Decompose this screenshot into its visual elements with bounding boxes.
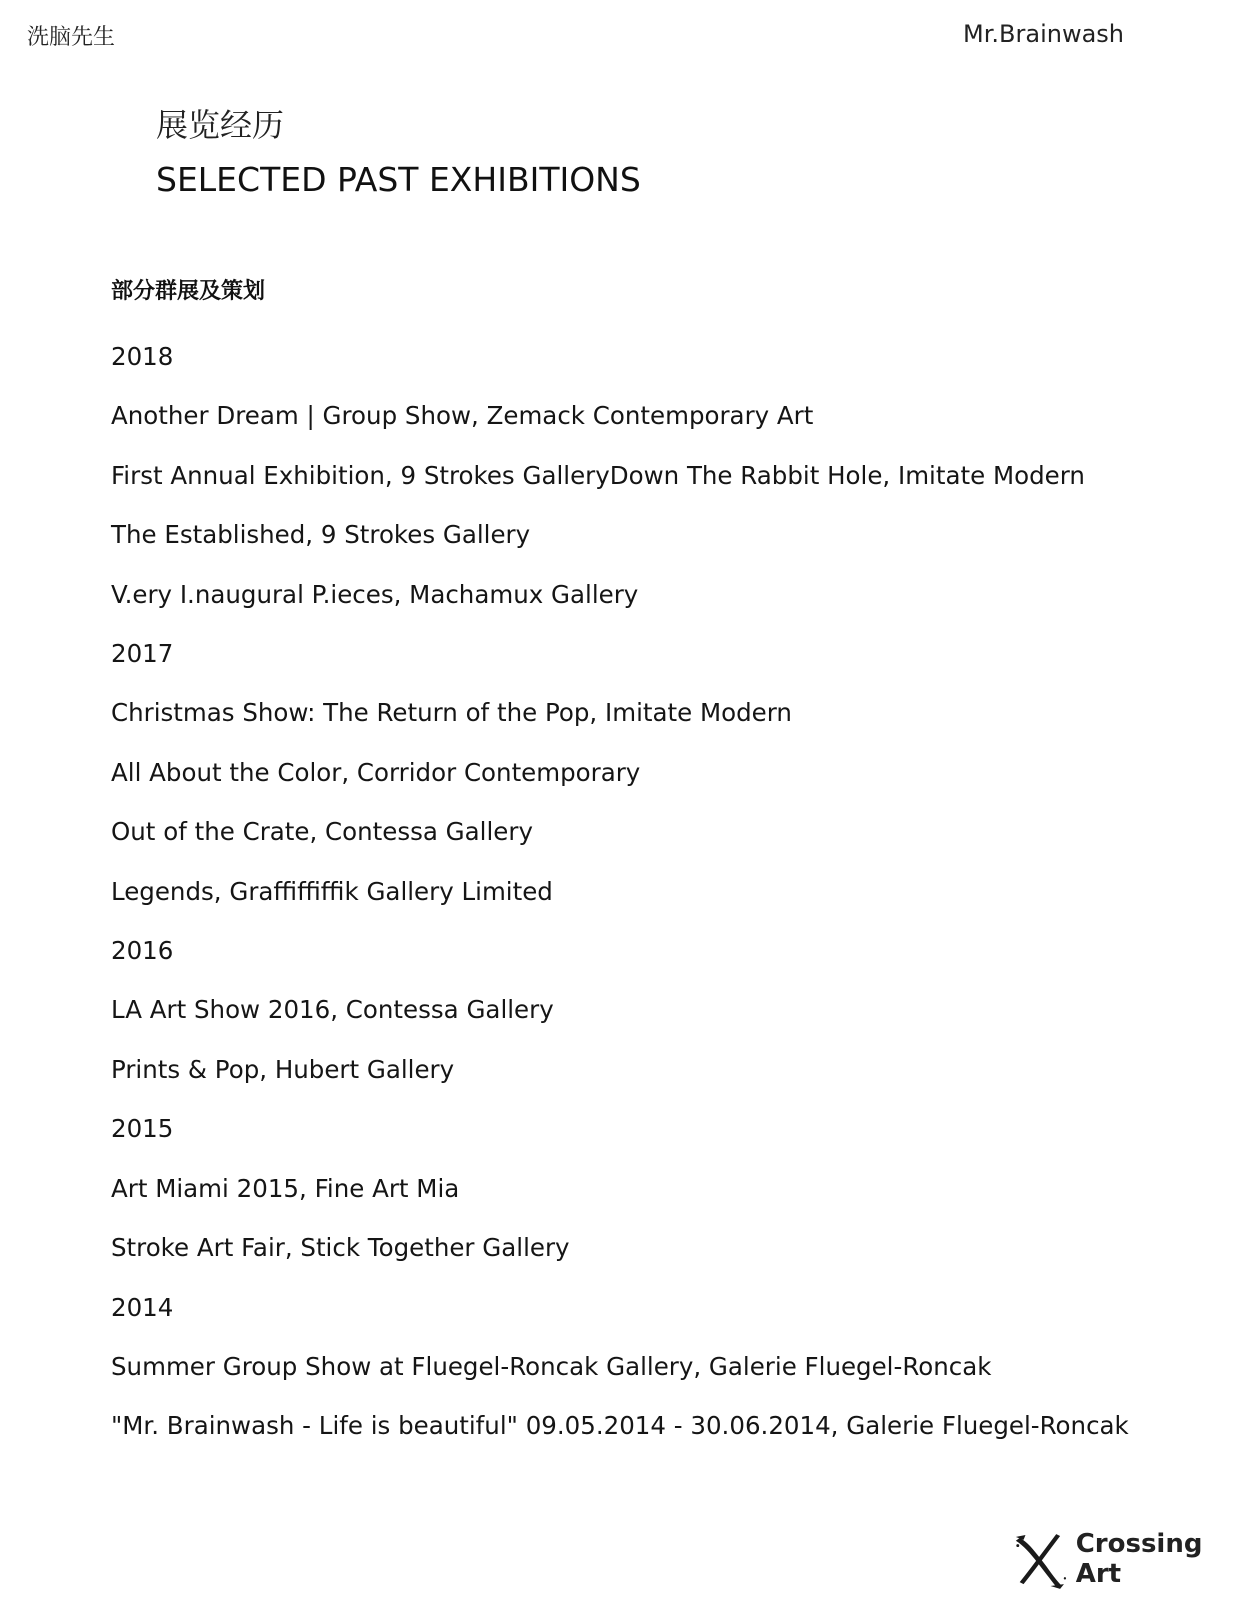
exhibition-item: Summer Group Show at Fluegel-Roncak Gallery, Galerie Fluegel-Roncak: [111, 1351, 992, 1381]
exhibition-item: Prints & Pop, Hubert Gallery: [111, 1054, 455, 1084]
exhibition-item: Stroke Art Fair, Stick Together Gallery: [111, 1233, 570, 1263]
brush-x-icon: [1012, 1532, 1070, 1590]
exhibition-item: Legends, Graffiffiffik Gallery Limited: [111, 876, 553, 906]
exhibition-item: LA Art Show 2016, Contessa Gallery: [111, 995, 554, 1025]
year-heading: 2016: [111, 936, 174, 966]
exhibition-item: The Established, 9 Strokes Gallery: [111, 520, 531, 550]
crossing-art-logo: [1012, 1529, 1256, 1590]
exhibition-item: V.ery I.naugural P.ieces, Machamux Gallery: [111, 579, 639, 609]
section-heading: 部分群展及策划: [111, 279, 266, 304]
exhibition-item: "Mr. Brainwash - Life is beautiful" 09.05.2014 - 30.06.2014, Galerie Fluegel-Roncak: [111, 1411, 1129, 1441]
year-heading: 2018: [111, 342, 174, 371]
year-heading: 2015: [111, 1114, 174, 1144]
year-heading: 2014: [111, 1292, 174, 1322]
exhibition-list: [111, 272, 1129, 1456]
exhibition-item: Art Miami 2015, Fine Art Mia: [111, 1173, 460, 1203]
exhibition-item: First Annual Exhibition, 9 Strokes GalleryDown The Rabbit Hole, Imitate Modern: [111, 460, 1085, 490]
year-heading: 2017: [111, 639, 174, 669]
exhibition-item: All About the Color, Corridor Contemporary: [111, 757, 641, 787]
exhibition-item: Another Dream | Group Show, Zemack Contemporary Art: [111, 401, 814, 431]
exhibition-item: Out of the Crate, Contessa Gallery: [111, 817, 533, 847]
page-title-en: SELECTED PAST EXHIBITIONS: [156, 160, 641, 199]
page-title-cn: 展览经历: [156, 106, 285, 144]
header-artist-name-en: Mr.Brainwash: [963, 20, 1124, 48]
logo-text: Crossing Art: [1075, 1529, 1203, 1589]
header-artist-name-cn: 洗脑先生: [27, 25, 116, 50]
exhibition-item: Christmas Show: The Return of the Pop, Imitate Modern: [111, 698, 792, 728]
